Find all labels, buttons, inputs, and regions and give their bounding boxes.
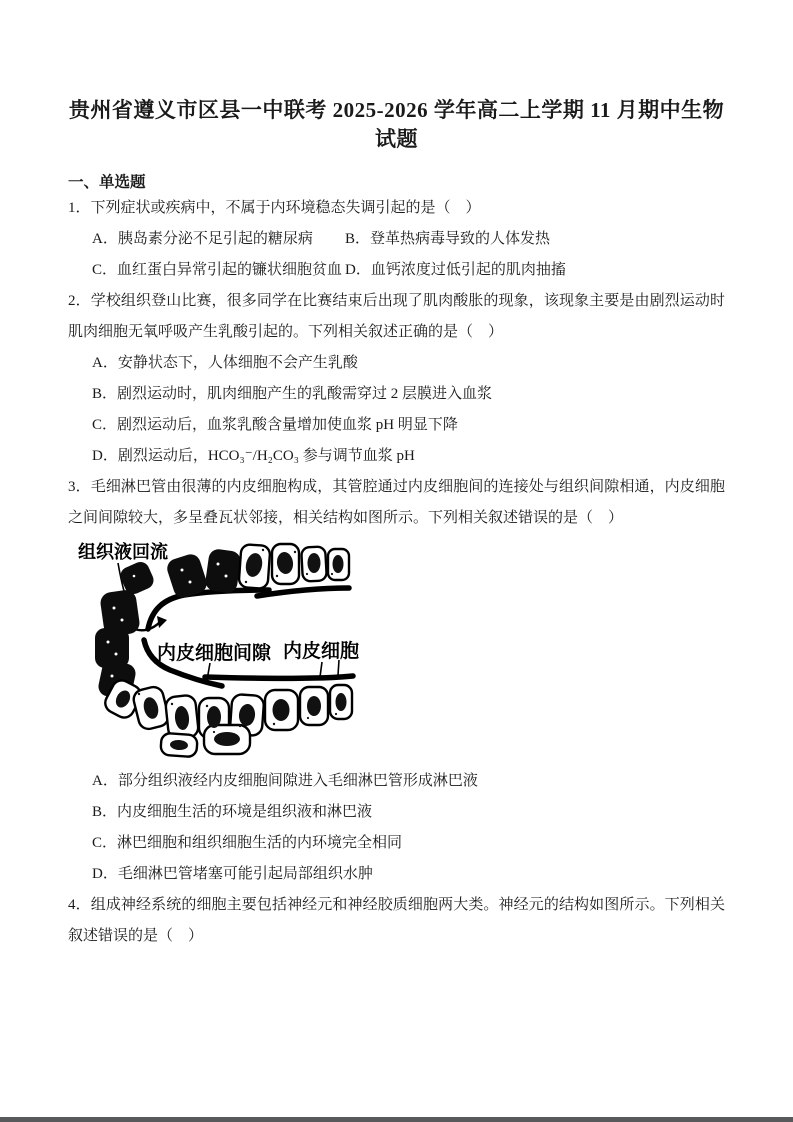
question-1-options-row-1 xyxy=(68,224,725,255)
question-3-option-a: A．部分组织液经内皮细胞间隙进入毛细淋巴管形成淋巴液 xyxy=(92,773,478,789)
wall-bottom-right-segment xyxy=(205,676,353,678)
question-2-stem: 2．学校组织登山比赛，很多同学在比赛结束后出现了肌肉酸胀的现象，该现象主要是由剧烈运动时肌肉细胞无氧呼吸产生乳酸引起的。下列相关叙述正确的是（ ） xyxy=(68,293,725,340)
page-title: 贵州省遵义市区县一中联考 2025-2026 学年高二上学期 11 月期中生物试题 xyxy=(68,98,725,151)
wall-top-left-segment xyxy=(148,590,269,629)
question-1-option-d: D．血钙浓度过低引起的肌肉抽搐 xyxy=(345,262,566,278)
inflow-arrowhead xyxy=(157,616,167,628)
page-bottom-bar xyxy=(0,1117,793,1122)
lymph-capillary-diagram xyxy=(64,536,364,766)
lymph-capillary-figure xyxy=(64,536,725,766)
question-3-stem: 3．毛细淋巴管由很薄的内皮细胞构成，其管腔通过内皮细胞间的连接处与组织间隙相通，内皮细胞之间间隙较大，多呈叠瓦状邻接，相关结构如图所示。下列相关叙述错误的是（ ） xyxy=(68,479,725,526)
leader-line-cell-2 xyxy=(338,660,339,675)
question-1-option-c: C．血红蛋白异常引起的镰状细胞贫血 xyxy=(92,262,343,278)
question-2-option-c: C．剧烈运动后，血浆乳酸含量增加使血浆 pH 明显下降 xyxy=(92,417,458,433)
label-endothelial-cell: 内皮细胞 xyxy=(283,641,360,662)
question-2-option-a: A．安静状态下，人体细胞不会产生乳酸 xyxy=(92,355,358,371)
question-4-stem: 4．组成神经系统的细胞主要包括神经元和神经胶质细胞两大类。神经元的结构如图所示。下列相关叙述错误的是（ ） xyxy=(68,897,725,944)
question-3 xyxy=(68,472,725,890)
section-heading: 一、单选题 xyxy=(68,174,146,191)
question-3-option-c: C．淋巴细胞和组织细胞生活的内环境完全相同 xyxy=(92,835,403,851)
question-1-options-row-2 xyxy=(68,255,725,286)
question-4 xyxy=(68,890,725,952)
label-endothelial-cell-gap: 内皮细胞间隙 xyxy=(157,643,272,664)
question-2-option-b: B．剧烈运动时，肌肉细胞产生的乳酸需穿过 2 层膜进入血浆 xyxy=(92,386,493,402)
question-2-option-d: D．剧烈运动后，HCO₃⁻/H₂CO₃ 参与调节血浆 pH xyxy=(92,448,415,464)
label-tissue-fluid-backflow: 组织液回流 xyxy=(78,542,168,562)
question-3-option-d: D．毛细淋巴管堵塞可能引起局部组织水肿 xyxy=(92,866,373,882)
leader-line-cell-1 xyxy=(320,662,322,677)
question-2 xyxy=(68,286,725,472)
question-1-stem: 1．下列症状或疾病中，不属于内环境稳态失调引起的是（ ） xyxy=(68,200,481,216)
question-1-option-a: A．胰岛素分泌不足引起的糖尿病 xyxy=(92,231,313,247)
question-3-option-b: B．内皮细胞生活的环境是组织液和淋巴液 xyxy=(92,804,373,820)
question-1 xyxy=(68,193,725,286)
question-1-option-b: B．登革热病毒导致的人体发热 xyxy=(345,231,551,247)
